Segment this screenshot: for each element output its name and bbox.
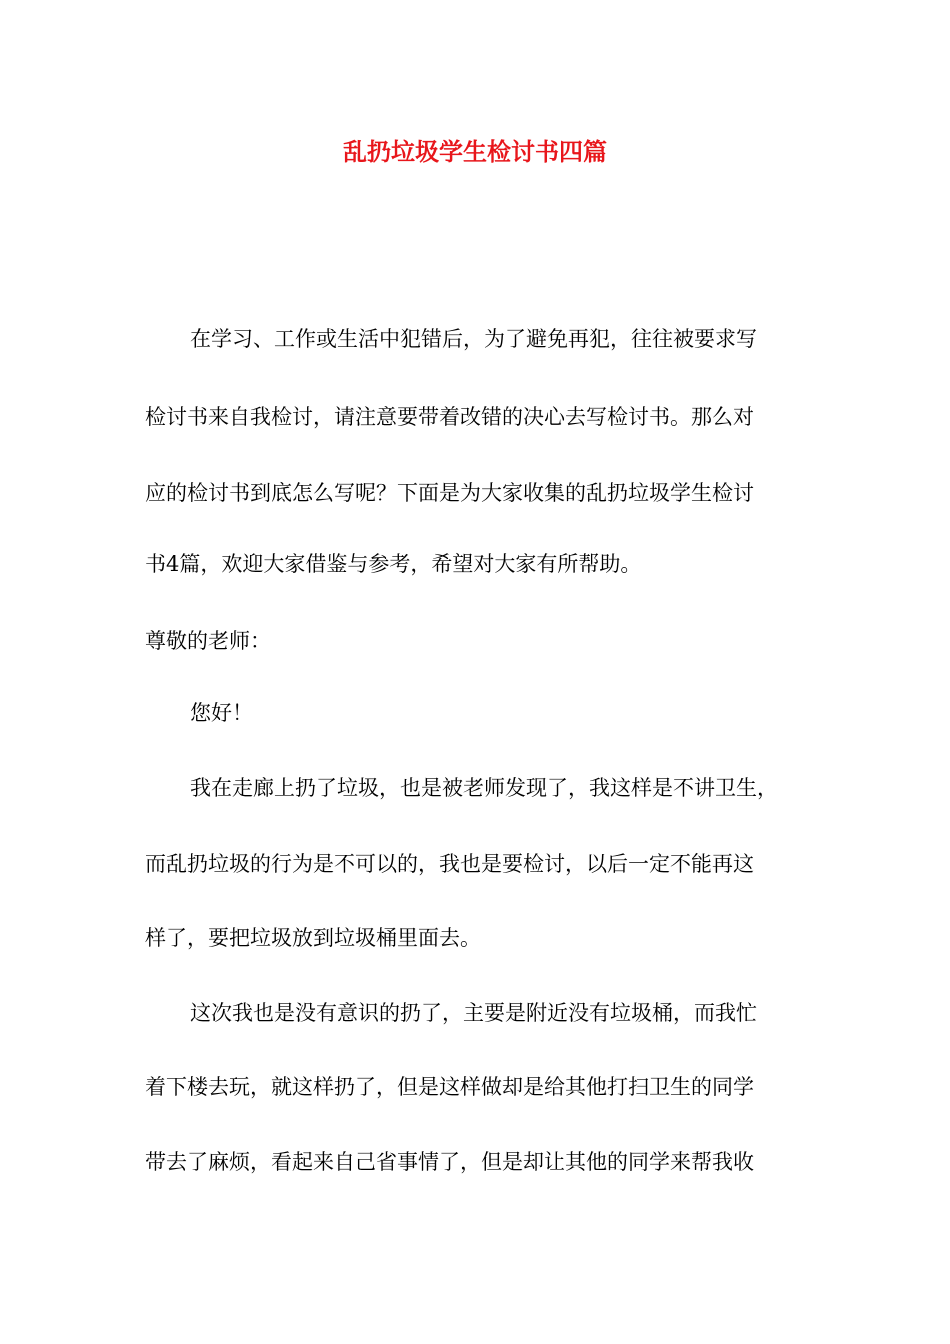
intro-line-3: 应的检讨书到底怎么写呢？下面是为大家收集的乱扔垃圾学生检讨 — [145, 481, 754, 505]
intro-line-1: 在学习、工作或生活中犯错后，为了避免再犯，往往被要求写 — [190, 327, 757, 351]
body-line-2: 而乱扔垃圾的行为是不可以的，我也是要检讨，以后一定不能再这 — [145, 852, 754, 876]
body-line-4: 这次我也是没有意识的扔了，主要是附近没有垃圾桶，而我忙 — [190, 1001, 757, 1025]
body-line-1: 我在走廊上扔了垃圾，也是被老师发现了，我这样是不讲卫生， — [190, 776, 778, 800]
greeting: 您好！ — [190, 701, 253, 725]
intro-line-2: 检讨书来自我检讨，请注意要带着改错的决心去写检讨书。那么对 — [145, 405, 754, 429]
body-line-5: 着下楼去玩，就这样扔了，但是这样做却是给其他打扫卫生的同学 — [145, 1075, 754, 1099]
body-line-6: 带去了麻烦，看起来自己省事情了，但是却让其他的同学来帮我收 — [145, 1150, 754, 1174]
body-line-3: 样了，要把垃圾放到垃圾桶里面去。 — [145, 926, 481, 950]
document-title: 乱扔垃圾学生检讨书四篇 — [343, 137, 607, 166]
intro-line-4: 书4篇，欢迎大家借鉴与参考，希望对大家有所帮助。 — [145, 552, 642, 576]
salutation: 尊敬的老师： — [145, 629, 271, 653]
